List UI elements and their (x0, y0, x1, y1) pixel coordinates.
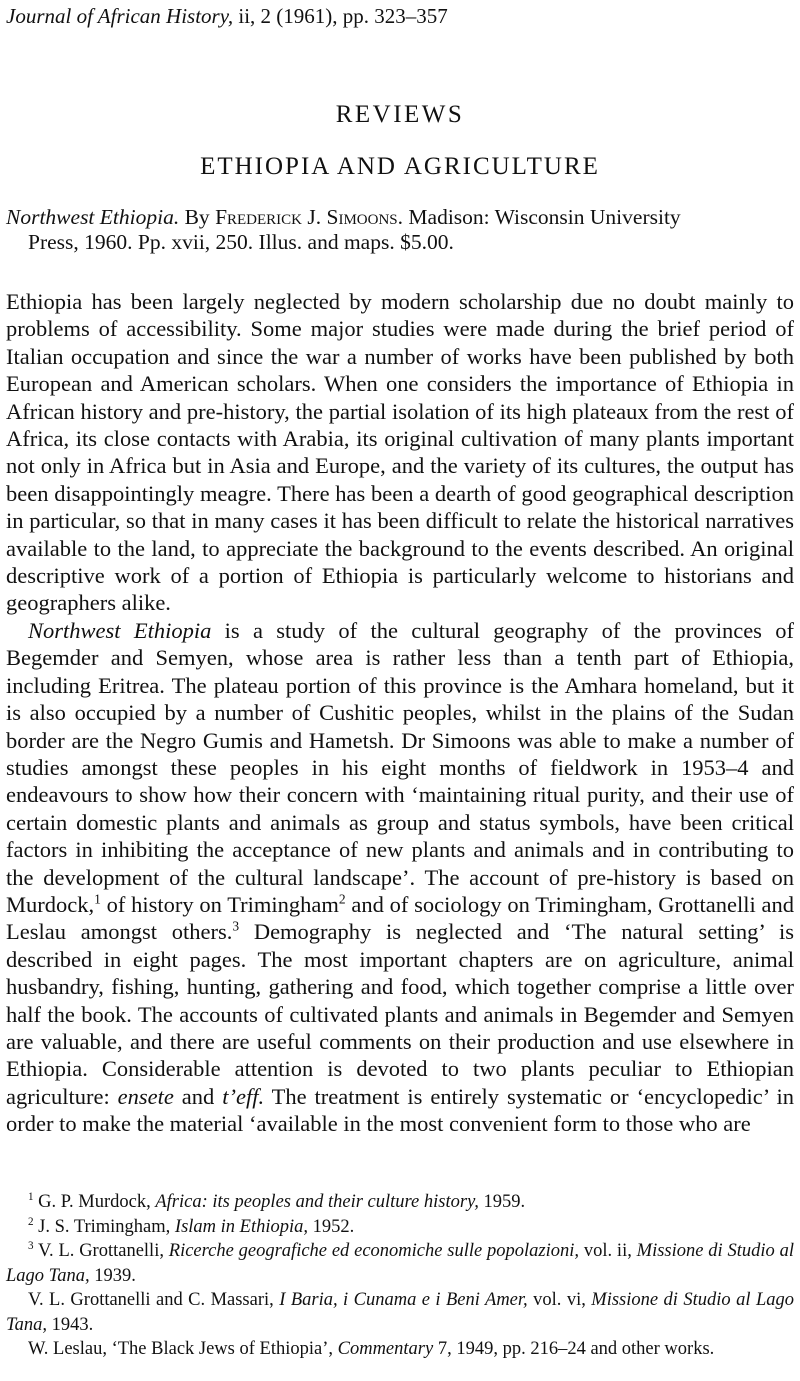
term-ensete: ensete (117, 1083, 174, 1109)
footnote-3c-journal: Commentary (337, 1339, 434, 1359)
publisher: Madison: Wisconsin University (408, 205, 681, 229)
paragraph-1: Ethiopia has been largely neglected by modern scholarship due no doubt mainly to problems of accessibility. Some major studies were made during the brief period of Italian occupation and since the war a number of works have been published by both European and American scholars. When one considers the importance of Ethiopia in African history and pre-history, the partial isolation of its high plateaux from the rest of Africa, its close contacts with Arabia, its original cultivation of many plants important not only in Africa but in Asia and Europe, and the variety of its cultures, the output has been disappointingly meagre. There has been a dearth of good geographical description in particular, so that in many cases it has been difficult to relate the historical narratives available to the land, to appreciate the background to the events described. An original descriptive work of a portion of Ethiopia is particularly welcome to historians and geographers alike. (6, 289, 794, 616)
book-author: Frederick J. Simoons. (215, 205, 404, 229)
footnote-3b-year: 1943. (46, 1314, 94, 1335)
book-citation (6, 205, 794, 255)
paragraph-2-text-b: of history on Trimingham (100, 891, 339, 917)
footnote-2-title: Islam in Ethiopia, (174, 1216, 309, 1237)
footnote-3-author: V. L. Grottanelli, (33, 1241, 169, 1261)
footnote-mark-1: 1 (28, 1190, 34, 1203)
journal-title: Journal of African History, (6, 4, 234, 28)
footnote-mark-3: 3 (28, 1239, 34, 1252)
footnotes (6, 1190, 794, 1362)
footnote-3b-authors: V. L. Grottanelli and C. Massari, (28, 1290, 280, 1310)
paragraph-2 (6, 617, 794, 1138)
book-title-inline: Northwest Ethiopia (28, 617, 212, 643)
footnote-3b-volume: vol. vi, (527, 1290, 592, 1310)
footnote-3-year: 1939. (89, 1265, 136, 1286)
footnote-1-title: Africa: its peoples and their culture history, (155, 1192, 479, 1212)
running-header (6, 4, 448, 28)
citation-line-2: Press, 1960. Pp. xvii, 250. Illus. and maps. $5.00. (28, 230, 454, 254)
citation-line-1 (6, 205, 794, 230)
footnote-3c-details: 7, 1949, pp. 216–24 and other works. (433, 1339, 715, 1359)
footnote-2-author: J. S. Trimingham, (33, 1216, 175, 1237)
footnote-mark-2: 2 (28, 1215, 34, 1228)
book-title: Northwest Ethiopia. (6, 205, 180, 229)
footnote-1-author: G. P. Murdock, (33, 1192, 156, 1212)
footnote-3-title: Ricerche geografiche ed economiche sulle popolazioni, (168, 1241, 580, 1261)
paragraph-2-text-and: and (173, 1083, 223, 1109)
footnote-ref-1: 1 (94, 891, 101, 907)
footnote-1 (6, 1190, 794, 1215)
paragraph-2-text-d: Demography is neglected and ‘The natural setting’ is described in eight pages. The most important chapters are on agriculture, animal husbandry, fishing, hunting, gathering and food, which together comprise a little over half the book. The accounts of cultivated plants and animals in Begemder and Semyen are valuable, and there are useful comments on their production and use elsewhere in Ethiopia. Considerable attention is devoted to two plants peculiar to Ethiopian agriculture: (6, 919, 794, 1109)
footnote-3b-series: Missione di Studio al Lago Tana, (6, 1290, 794, 1335)
footnote-3-third-entry (6, 1337, 794, 1362)
journal-citation: ii, 2 (1961), pp. 323–357 (238, 4, 448, 28)
section-title: REVIEWS (335, 101, 465, 128)
term-teff: t’eff. (222, 1083, 265, 1109)
footnote-ref-3: 3 (232, 918, 240, 934)
review-title: ETHIOPIA AND AGRICULTURE (200, 153, 600, 180)
paragraph-2-text-c: and of sociology on Trimingham, Grottanelli and Leslau amongst others. (6, 891, 794, 945)
footnote-3-volume: vol. ii, (579, 1241, 637, 1261)
footnote-2 (6, 1215, 794, 1240)
footnote-3c-author: W. Leslau, ‘The Black Jews of Ethiopia’, (28, 1339, 338, 1359)
review-body (6, 288, 794, 1138)
footnote-3b-title: I Baria, i Cunama e i Beni Amer, (279, 1290, 528, 1310)
by-word: By (184, 205, 210, 229)
paragraph-2-text-a: is a study of the cultural geography of the provinces of Begemder and Semyen, whose area is rather less than a tenth part of Ethiopia, including Eritrea. The plateau portion of this province is the Amhara homeland, but it is also occupied by a number of Cushitic peoples, whilst in the plains of the Sudan border are the Negro Gumis and Hametsh. Dr Simoons was able to make a number of studies amongst these peoples in his eight months of fieldwork in 1953–4 and endeavours to show how their concern with ‘maintaining ritual purity, and their use of certain domestic plants and animals as group and status symbols, have been critical factors in inhibiting the acceptance of new plants and animals and in contributing to the development of the cultural landscape’. The account of pre-history is based on Murdock, (6, 617, 794, 917)
footnote-1-year: 1959. (478, 1192, 526, 1212)
footnote-3-second-entry (6, 1288, 794, 1337)
footnote-3-series: Missione di Studio al Lago Tana, (6, 1241, 794, 1286)
paragraph-2-text-e: The treatment is entirely systematic or ‘encyclopedic’ in order to make the material ‘available in the most convenient form to those who are (6, 1083, 795, 1137)
footnote-3 (6, 1239, 794, 1288)
footnote-2-year: 1952. (308, 1216, 355, 1237)
footnote-ref-2: 2 (338, 891, 346, 907)
